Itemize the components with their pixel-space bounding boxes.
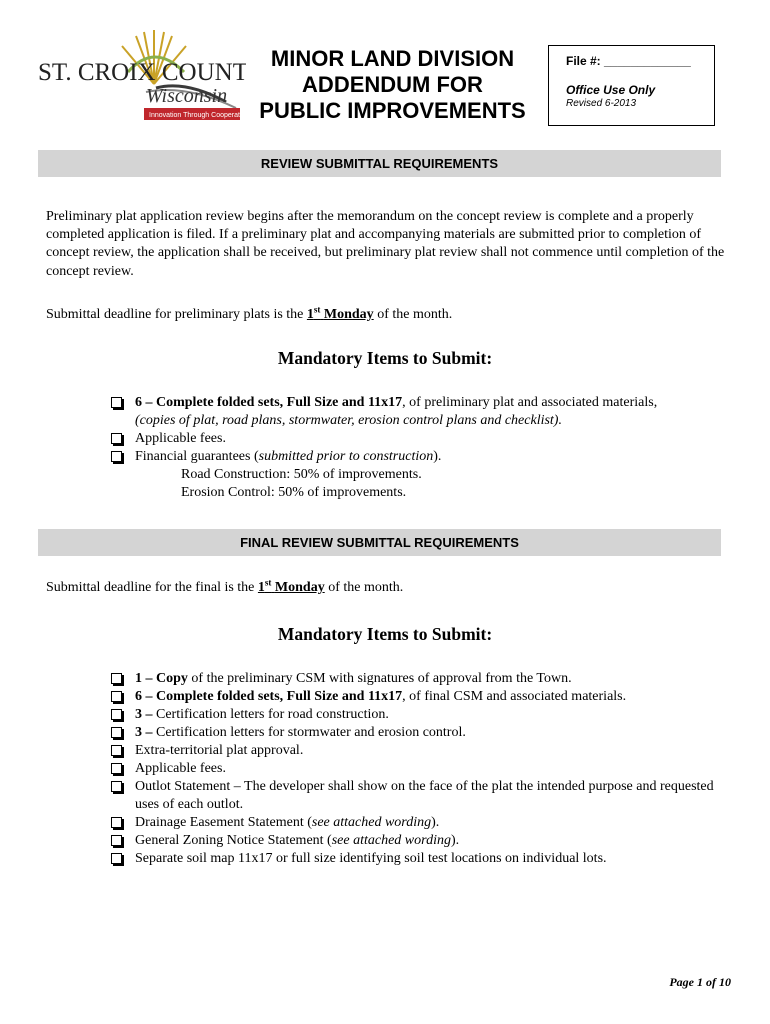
item-text-end: ). [433,449,442,464]
list-item [111,706,731,724]
checkbox[interactable] [111,691,122,702]
list-item [111,430,731,448]
deadline-day: Monday [274,580,325,595]
item-bold: 3 – [135,707,153,722]
item-bold: 6 – Complete folded sets, Full Size and 11x17 [135,689,403,704]
item-text: of the preliminary CSM with signatures of approval from the Town. [187,671,572,686]
item-bold: 6 – Complete folded sets, Full Size and 11x17 [135,395,403,410]
list-item [111,742,731,760]
final-items-list [111,670,731,868]
logo-name-line2: Wisconsin [146,85,228,107]
title-line-2: ADDENDUM FOR [302,72,483,97]
logo-name-line1: ST. CROIX COUNTY [38,59,246,86]
item-note: see attached wording [331,833,451,848]
deadline-suffix: of the month. [324,580,404,595]
county-logo-graphic [36,22,246,132]
item-text: , of final CSM and associated materials. [402,689,627,704]
list-item [111,724,731,742]
page-number: Page 1 of 10 [669,975,731,989]
erosion-control-guarantee: Erosion Control: 50% of improvements. [181,485,407,500]
mandatory-items-heading: Mandatory Items to Submit: [277,348,493,368]
review-requirements-header: REVIEW SUBMITTAL REQUIREMENTS [38,150,721,177]
checkbox[interactable] [111,451,122,462]
list-item [111,688,731,706]
office-use-box [548,45,715,126]
checkbox[interactable] [111,433,122,444]
checkbox[interactable] [111,397,122,408]
item-text: General Zoning Notice Statement ( [135,833,332,848]
deadline-text: Submittal deadline for preliminary plats is the [46,307,307,322]
final-mandatory-items-heading: Mandatory Items to Submit: [277,624,493,644]
document-title [250,46,535,124]
office-use-label: Office Use Only [566,83,656,97]
intro-paragraph: Preliminary plat application review begins after the memorandum on the concept review is complete and a properly completed application is filed. If a preliminary plat and accompanying materials are submitted prior to completion of concept review, the application shall be received, but preliminary plat review shall not commence until completion of the concept review. [46,209,725,279]
item-text: Separate soil map 11x17 or full size identifying soil test locations on individual lots. [135,851,607,866]
item-text: , of preliminary plat and associated materials, [402,395,658,410]
item-text: Applicable fees. [135,761,226,776]
title-line-1: MINOR LAND DIVISION [270,46,515,71]
deadline-number: 1 [257,580,265,595]
list-item [111,814,731,832]
item-bold: 1 – Copy [135,671,188,686]
checkbox[interactable] [111,763,122,774]
item-text: Drainage Easement Statement ( [135,815,312,830]
preliminary-deadline [46,306,736,324]
item-note: see attached wording [311,815,432,830]
item-note: submitted prior to construction [258,449,434,464]
final-deadline [46,579,736,597]
checkbox[interactable] [111,745,122,756]
checkbox[interactable] [111,727,122,738]
checkbox[interactable] [111,835,122,846]
item-text: Extra-territorial plat approval. [135,743,304,758]
item-text: Outlot Statement – The developer shall show on the face of the plat the intended purpose and requested uses of each outlot. [135,779,714,812]
list-item [111,760,731,778]
title-line-3: PUBLIC IMPROVEMENTS [259,98,526,123]
item-text: Applicable fees. [135,431,226,446]
item-bold: 3 – [135,725,153,740]
deadline-ordinal: st [264,577,272,588]
checkbox[interactable] [111,673,122,684]
county-logo [36,22,246,132]
list-item [111,778,731,814]
deadline-suffix: of the month. [373,307,453,322]
list-item [111,832,731,850]
item-text-end: ). [450,833,460,848]
deadline-day: Monday [323,307,374,322]
road-construction-guarantee: Road Construction: 50% of improvements. [181,467,422,482]
list-item [111,448,731,502]
preliminary-items-list [111,394,731,502]
checkbox[interactable] [111,817,122,828]
file-number-field[interactable]: File #: _____________ [566,54,691,68]
item-text: Certification letters for stormwater and erosion control. [152,725,466,740]
item-text: Financial guarantees ( [135,449,259,464]
deadline-text: Submittal deadline for the final is the [46,580,258,595]
item-text: Certification letters for road construction. [152,707,389,722]
deadline-number: 1 [306,307,314,322]
checkbox[interactable] [111,781,122,792]
list-item [111,850,731,868]
deadline-ordinal: st [313,304,321,315]
logo-tagline: Innovation Through Cooperation [149,112,246,119]
item-text-end: ). [431,815,440,830]
final-review-requirements-header: FINAL REVIEW SUBMITTAL REQUIREMENTS [38,529,721,556]
list-item [111,394,731,430]
revision-date: Revised 6-2013 [566,98,637,109]
list-item [111,670,731,688]
item-note: (copies of plat, road plans, stormwater, erosion control plans and checklist). [135,413,562,428]
checkbox[interactable] [111,853,122,864]
checkbox[interactable] [111,709,122,720]
